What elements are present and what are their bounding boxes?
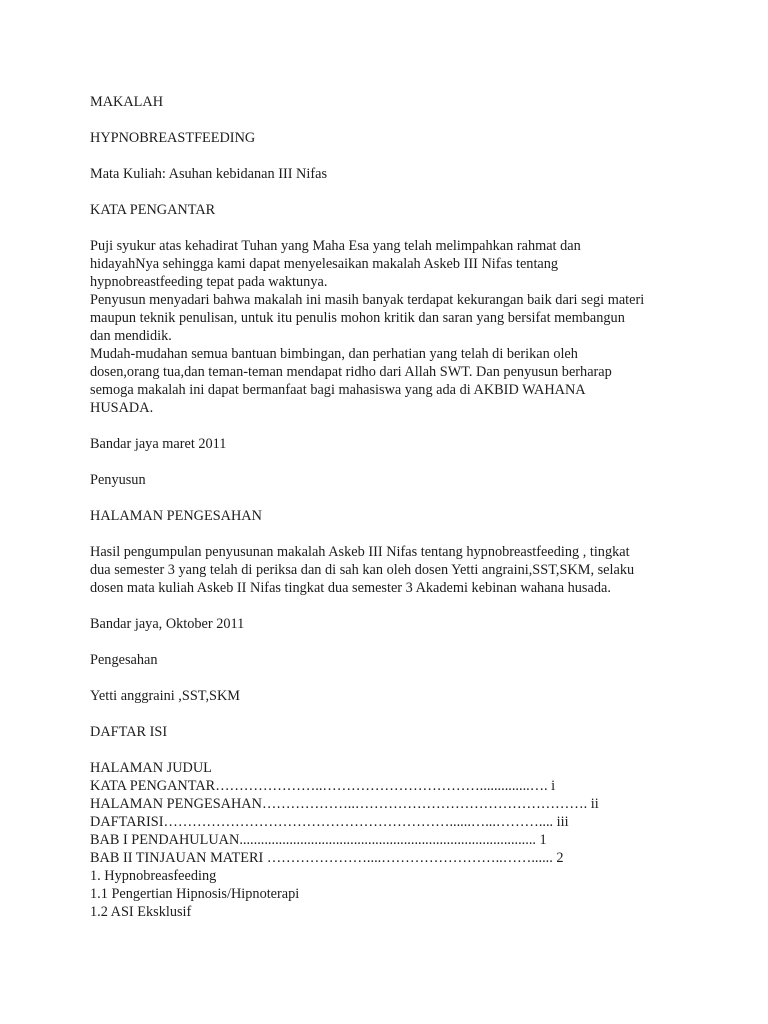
text-line: hidayahNya sehingga kami dapat menyelesaikan makalah Askeb III Nifas tentang	[90, 256, 559, 272]
makalah-label: MAKALAH	[90, 94, 164, 110]
text-line: Penyusun menyadari bahwa makalah ini masih banyak terdapat kekurangan baik dari segi materi	[90, 292, 645, 308]
pengesahan-place-date: Bandar jaya, Oktober 2011	[90, 616, 245, 632]
text-line: Hasil pengumpulan penyusunan makalah Askeb III Nifas tentang hypnobreastfeeding , tingkat	[90, 544, 630, 560]
place-date: Bandar jaya maret 2011	[90, 436, 227, 452]
kata-pengantar-heading: KATA PENGANTAR	[90, 202, 216, 218]
text-line: Puji syukur atas kehadirat Tuhan yang Maha Esa yang telah melimpahkan rahmat dan	[90, 238, 581, 254]
text-line: dan mendidik.	[90, 328, 172, 344]
pengesahan-signer-name: Yetti anggraini ,SST,SKM	[90, 688, 241, 704]
text-line: dosen,orang tua,dan teman-teman mendapat ridho dari Allah SWT. Dan penyusun berharap	[90, 364, 612, 380]
toc-entry: KATA PENGANTAR…………………..……………………………..............…. i	[90, 778, 556, 794]
signer-label: Penyusun	[90, 472, 146, 488]
halaman-pengesahan-heading: HALAMAN PENGESAHAN	[90, 508, 262, 524]
text-line: semoga makalah ini dapat bermanfaat bagi mahasiswa yang ada di AKBID WAHANA	[90, 382, 586, 398]
text-line: HUSADA.	[90, 400, 154, 416]
document-title: HYPNOBREASTFEEDING	[90, 130, 256, 146]
toc-entry: 1. Hypnobreasfeeding	[90, 868, 217, 884]
table-of-contents	[90, 759, 690, 921]
text-line: dosen mata kuliah Askeb II Nifas tingkat dua semester 3 Akademi kebinan wahana husada.	[90, 580, 611, 596]
toc-entry: HALAMAN JUDUL	[90, 760, 212, 776]
document-body	[90, 93, 690, 921]
halaman-pengesahan-text	[90, 543, 690, 597]
kata-pengantar-text	[90, 237, 690, 417]
toc-entry: 1.2 ASI Eksklusif	[90, 904, 192, 920]
text-line: maupun teknik penulisan, untuk itu penulis mohon kritik dan saran yang bersifat membangun	[90, 310, 625, 326]
toc-entry: 1.1 Pengertian Hipnosis/Hipnoterapi	[90, 886, 300, 902]
pengesahan-signer-label: Pengesahan	[90, 652, 158, 668]
daftar-isi-heading: DAFTAR ISI	[90, 724, 168, 740]
toc-entry: BAB II TINJAUAN MATERI …………………....……………………..……...... 2	[90, 850, 564, 866]
text-line: hypnobreastfeeding tepat pada waktunya.	[90, 274, 328, 290]
toc-entry: BAB I PENDAHULUAN................................................................................... 1	[90, 832, 547, 848]
text-line: dua semester 3 yang telah di periksa dan di sah kan oleh dosen Yetti angraini,SST,SKM, selaku	[90, 562, 635, 578]
toc-entry: HALAMAN PENGESAHAN………………..…………………………………………. ii	[90, 796, 599, 812]
course-line: Mata Kuliah: Asuhan kebidanan III Nifas	[90, 166, 328, 182]
toc-entry: DAFTARISI……………………………………………………......…...……….... iii	[90, 814, 569, 830]
text-line: Mudah-mudahan semua bantuan bimbingan, dan perhatian yang telah di berikan oleh	[90, 346, 578, 362]
